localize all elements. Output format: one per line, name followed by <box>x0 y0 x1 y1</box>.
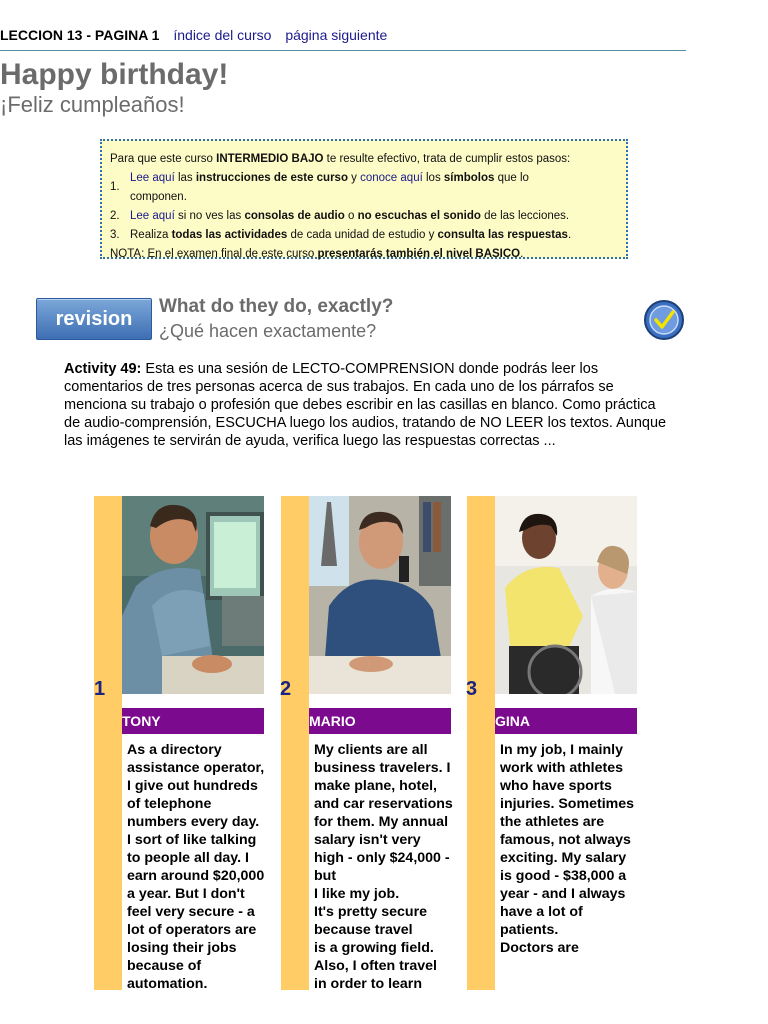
person-name-mario: MARIO <box>309 708 451 734</box>
mario-photo <box>309 496 451 694</box>
course-notice-box <box>100 139 628 259</box>
tony-photo <box>122 496 264 694</box>
person-number-3: 3 <box>466 678 478 700</box>
person-card-tony <box>94 496 269 990</box>
top-navigation <box>0 27 397 43</box>
gina-photo <box>495 496 637 694</box>
person-text-tony: As a directory assistance operator, I give out hundreds of telephone numbers every day. I sort of like talking to people all day. I earn around $20,000 a year. But I don't feel very secure - a lot of operators are losing their jobs because of automation. <box>127 742 265 992</box>
page-title: Happy birthday! <box>0 58 229 91</box>
person-number-1: 1 <box>94 678 106 700</box>
person-text-mario: My clients are all business travelers. I make plane, hotel, and car reservations for them. My annual salary isn't very high - only $24,000 - but I like my job. It's pretty secure because travel is a growing field. Also, I often travel in order to learn <box>314 742 453 992</box>
activity-text: Esta es una sesión de LECTO-COMPRENSION donde podrás leer los comentarios de tres personas acerca de sus trabajos. En cada uno de los párrafos se menciona su trabajo o profesión que debes escribir en las casillas en blanco. Como práctica de audio-comprensión, ESCUCHA luego los audios, tratando de NO LEER los textos. Aunque las imágenes te servirán de ayuda, verifica luego las respuestas correctas ... <box>64 361 667 449</box>
notice-intro: Para que este curso INTERMEDIO BAJO te resulte efectivo, trata de cumplir estos pasos: <box>110 153 571 165</box>
instructions-link[interactable]: Lee aquí <box>130 172 175 184</box>
audio-help-link[interactable]: Lee aquí <box>130 210 175 222</box>
symbols-link[interactable]: conoce aquí <box>360 172 423 184</box>
notice-step-3: 3. Realiza todas las actividades de cada unidad de estudio y consulta las respuestas. <box>110 229 572 241</box>
notice-step-1: 1. Lee aquí las instrucciones de este curso y conoce aquí los símbolos que lo <box>110 172 529 193</box>
next-page-link[interactable]: página siguiente <box>285 27 388 43</box>
lesson-label: LECCION 13 - PAGINA 1 <box>0 27 160 43</box>
accent-bar <box>281 496 309 990</box>
notice-step-2: 2. Lee aquí si no ves las consolas de audio o no escuchas el sonido de las lecciones. <box>110 210 570 222</box>
header-divider <box>0 50 686 51</box>
notice-note: NOTA: En el examen final de este curso presentarás también el nivel BASICO. <box>110 248 524 260</box>
person-card-mario <box>281 496 456 990</box>
activity-instructions <box>64 360 670 450</box>
course-index-link[interactable]: índice del curso <box>173 27 272 43</box>
revision-badge: revision <box>36 298 152 340</box>
section-title-en: What do they do, exactly? <box>159 296 394 317</box>
activity-label: Activity 49: <box>64 361 142 377</box>
section-title-es: ¿Qué hacen exactamente? <box>159 321 377 341</box>
accent-bar <box>467 496 495 990</box>
notice-step-1-cont: componen. <box>130 191 187 203</box>
person-number-2: 2 <box>280 678 292 700</box>
person-card-gina <box>467 496 642 990</box>
person-name-tony: TONY <box>122 708 264 734</box>
person-name-gina: GINA <box>495 708 637 734</box>
page-subtitle: ¡Feliz cumpleaños! <box>0 92 185 117</box>
accent-bar <box>94 496 122 990</box>
check-icon[interactable] <box>643 299 685 341</box>
person-text-gina: In my job, I mainly work with athletes who have sports injuries. Sometimes the athletes are famous, not always exciting. My salary is good - $38,000 a year - and I always have a lot of patients. Doctors are <box>500 742 635 956</box>
